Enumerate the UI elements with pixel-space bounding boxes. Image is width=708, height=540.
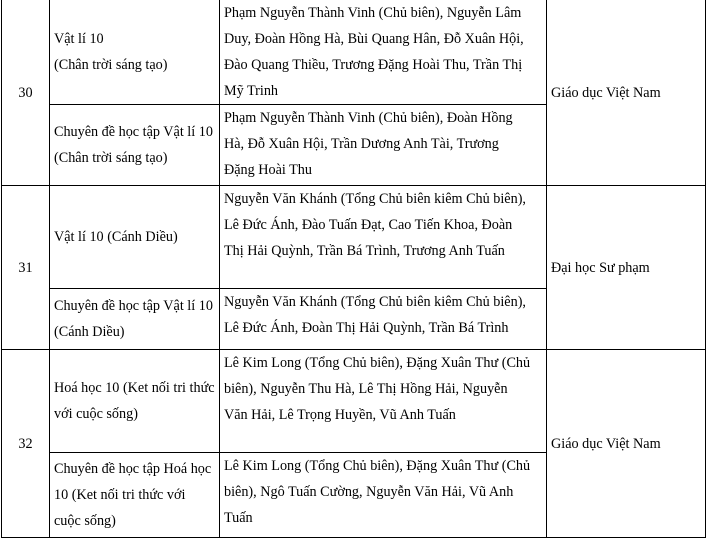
book-authors: Nguyễn Văn Khánh (Tổng Chủ biên kiêm Chủ biên), Lê Đức Ánh, Đào Tuấn Đạt, Cao Tiến Khoa, Đoàn Thị Hải Quỳnh, Trần Bá Trình, Trương Anh Tuấn (220, 186, 547, 289)
row-number: 31 (2, 186, 50, 350)
table-row (2, 186, 706, 289)
publisher: Giáo dục Việt Nam (547, 350, 706, 538)
textbook-table (1, 0, 706, 538)
table-row (2, 0, 706, 105)
row-number: 32 (2, 350, 50, 538)
row-number: 30 (2, 0, 50, 186)
book-title: Chuyên đề học tập Vật lí 10 (Chân trời sáng tạo) (50, 105, 220, 186)
book-title: Vật lí 10 (Chân trời sáng tạo) (50, 0, 220, 105)
book-authors: Phạm Nguyễn Thành Vinh (Chủ biên), Nguyễn Lâm Duy, Đoàn Hồng Hà, Bùi Quang Hân, Đỗ Xuân Hội, Đào Quang Thiều, Trương Đặng Hoài Thu, Trần Thị Mỹ Trinh (220, 0, 547, 105)
book-title: Chuyên đề học tập Hoá học 10 (Ket nối tri thức với cuộc sống) (50, 453, 220, 538)
book-authors: Phạm Nguyễn Thành Vinh (Chủ biên), Đoàn Hồng Hà, Đỗ Xuân Hội, Trần Dương Anh Tài, Trương Đặng Hoài Thu (220, 105, 547, 186)
book-title: Hoá học 10 (Ket nối tri thức với cuộc sống) (50, 350, 220, 453)
book-title: Vật lí 10 (Cánh Diều) (50, 186, 220, 289)
publisher: Giáo dục Việt Nam (547, 0, 706, 186)
book-authors: Lê Kim Long (Tổng Chủ biên), Đặng Xuân Thư (Chủ biên), Nguyễn Thu Hà, Lê Thị Hồng Hải, Nguyễn Văn Hải, Lê Trọng Huyền, Vũ Anh Tuấn (220, 350, 547, 453)
publisher: Đại học Sư phạm (547, 186, 706, 350)
book-authors: Lê Kim Long (Tổng Chủ biên), Đặng Xuân Thư (Chủ biên), Ngô Tuấn Cường, Nguyễn Văn Hải, Vũ Anh Tuấn (220, 453, 547, 538)
book-authors: Nguyễn Văn Khánh (Tổng Chủ biên kiêm Chủ biên), Lê Đức Ánh, Đoàn Thị Hải Quỳnh, Trần Bá Trình (220, 289, 547, 350)
book-title: Chuyên đề học tập Vật lí 10 (Cánh Diều) (50, 289, 220, 350)
table-row (2, 350, 706, 453)
